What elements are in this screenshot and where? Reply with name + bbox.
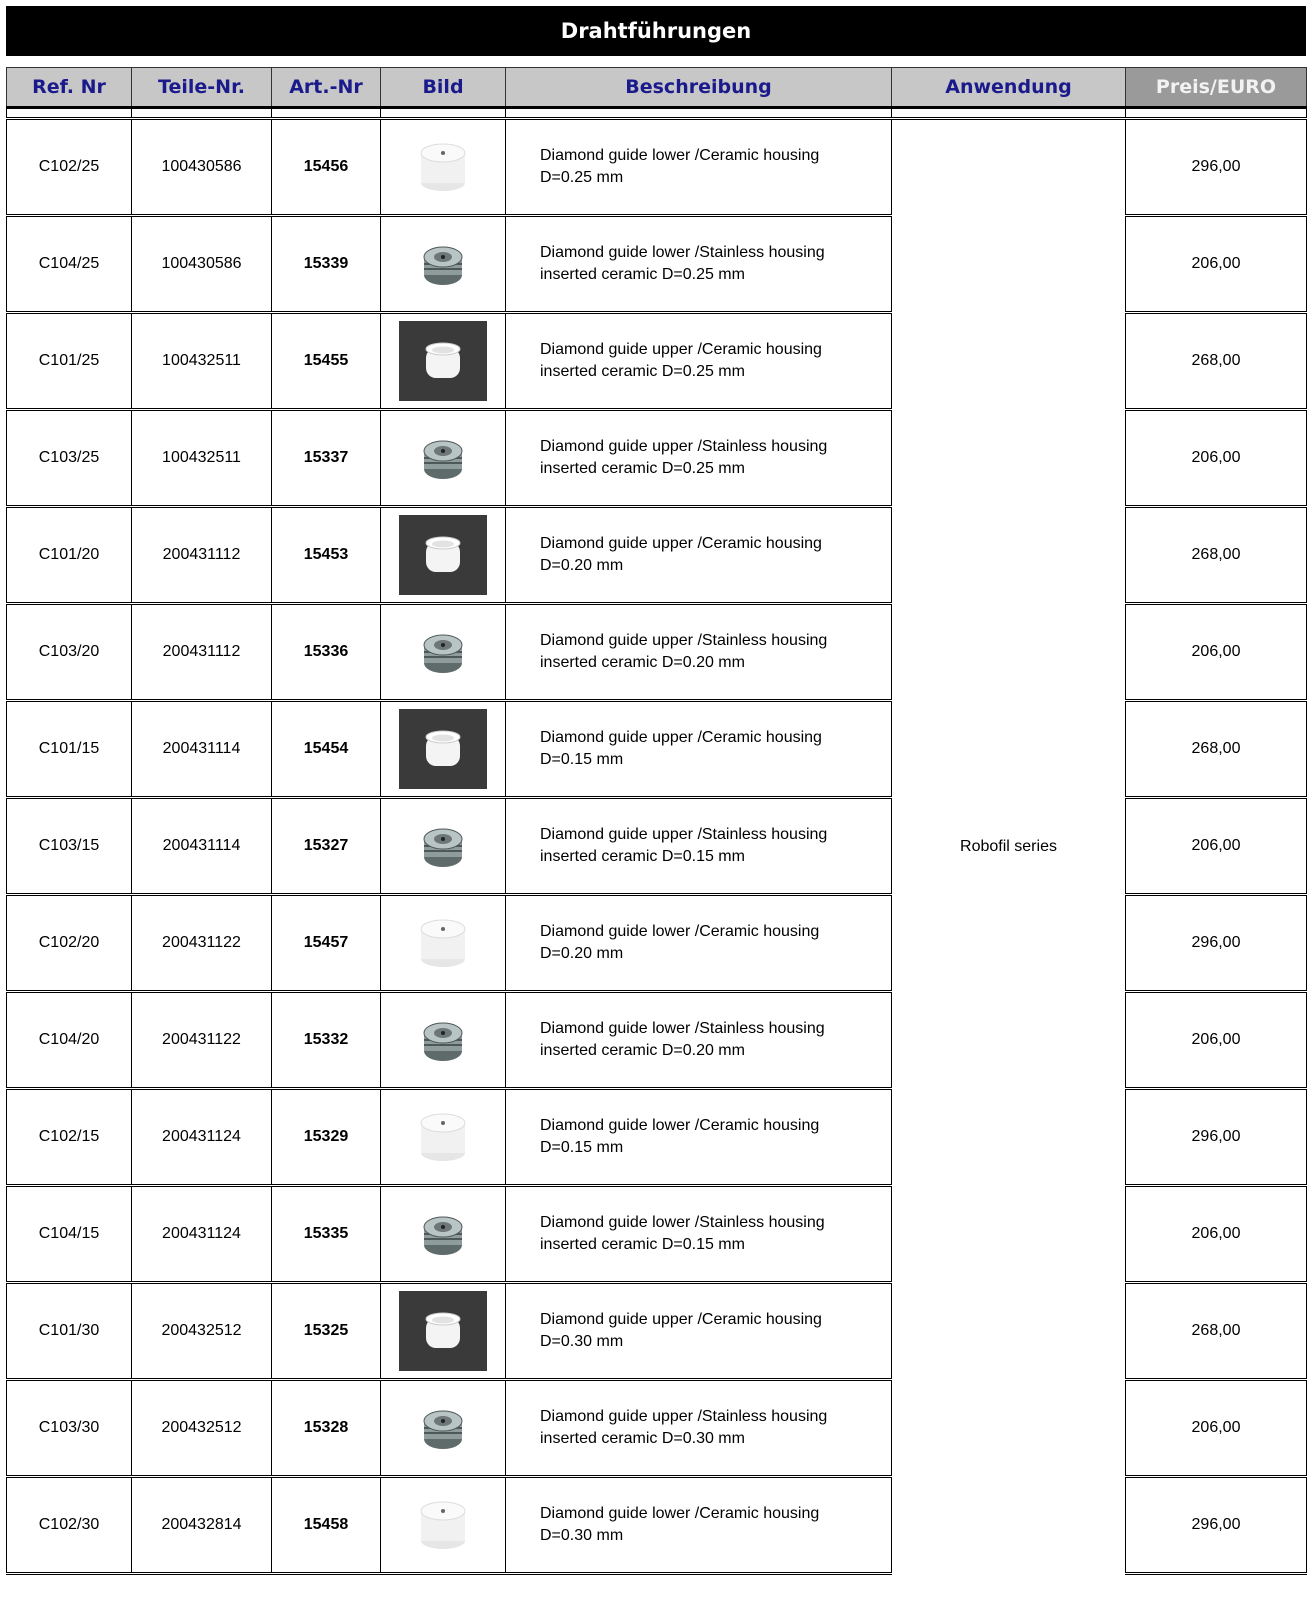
- art-cell: 15335: [272, 1186, 381, 1283]
- description-line-2: D=0.20 mm: [540, 557, 624, 574]
- price-cell: 206,00: [1126, 992, 1307, 1089]
- description-line-2: D=0.15 mm: [540, 1139, 624, 1156]
- ref-cell: C102/20: [7, 895, 132, 992]
- price-cell: 206,00: [1126, 1186, 1307, 1283]
- description-line-1: Diamond guide upper /Ceramic housing: [540, 341, 822, 358]
- price-cell: 268,00: [1126, 313, 1307, 410]
- teile-cell: 200432814: [132, 1477, 272, 1574]
- description-line-1: Diamond guide upper /Stainless housing: [540, 632, 828, 649]
- ref-cell: C103/25: [7, 410, 132, 507]
- teile-cell: 100430586: [132, 216, 272, 313]
- image-cell: [381, 1089, 506, 1186]
- ref-cell: C104/20: [7, 992, 132, 1089]
- art-cell: 15339: [272, 216, 381, 313]
- description-cell: [506, 1477, 892, 1574]
- art-cell: 15455: [272, 313, 381, 410]
- ref-cell: C103/20: [7, 604, 132, 701]
- column-header-art: Art.-Nr: [272, 68, 381, 108]
- description-line-2: inserted ceramic D=0.20 mm: [540, 1042, 745, 1059]
- price-cell: 268,00: [1126, 701, 1307, 798]
- ref-cell: C102/25: [7, 119, 132, 216]
- description-cell: [506, 1186, 892, 1283]
- ref-cell: C104/25: [7, 216, 132, 313]
- stainless-guide-icon: [381, 625, 505, 679]
- teile-cell: 200431124: [132, 1089, 272, 1186]
- price-cell: 268,00: [1126, 507, 1307, 604]
- art-cell: 15327: [272, 798, 381, 895]
- description-cell: [506, 701, 892, 798]
- description-line-2: inserted ceramic D=0.15 mm: [540, 848, 745, 865]
- column-header-anwendung: Anwendung: [892, 68, 1126, 108]
- description-line-1: Diamond guide upper /Ceramic housing: [540, 729, 822, 746]
- image-cell: [381, 604, 506, 701]
- white-ceramic-guide-icon: [381, 1495, 505, 1555]
- description-line-1: Diamond guide lower /Ceramic housing: [540, 1117, 820, 1134]
- description-line-2: D=0.30 mm: [540, 1527, 624, 1544]
- description-line-2: inserted ceramic D=0.15 mm: [540, 1236, 745, 1253]
- art-cell: 15457: [272, 895, 381, 992]
- description-line-1: Diamond guide lower /Stainless housing: [540, 1020, 825, 1037]
- description-line-1: Diamond guide upper /Ceramic housing: [540, 535, 822, 552]
- art-cell: 15337: [272, 410, 381, 507]
- art-cell: 15329: [272, 1089, 381, 1186]
- price-cell: 296,00: [1126, 119, 1307, 216]
- description-line-2: D=0.15 mm: [540, 751, 624, 768]
- teile-cell: 200431112: [132, 507, 272, 604]
- art-cell: 15456: [272, 119, 381, 216]
- ceramic-cup-dark-icon: [381, 1291, 505, 1371]
- teile-cell: 200432512: [132, 1380, 272, 1477]
- image-cell: [381, 216, 506, 313]
- page-title: Drahtführungen: [6, 6, 1306, 56]
- teile-cell: 200431122: [132, 895, 272, 992]
- stainless-guide-icon: [381, 431, 505, 485]
- anwendung-cell: Robofil series: [892, 119, 1126, 1574]
- description-line-1: Diamond guide upper /Stainless housing: [540, 1408, 828, 1425]
- column-header-bild: Bild: [381, 68, 506, 108]
- teile-cell: 200431124: [132, 1186, 272, 1283]
- image-cell: [381, 507, 506, 604]
- price-cell: 206,00: [1126, 410, 1307, 507]
- price-cell: 296,00: [1126, 895, 1307, 992]
- description-line-1: Diamond guide upper /Stainless housing: [540, 438, 828, 455]
- ref-cell: C104/15: [7, 1186, 132, 1283]
- teile-cell: 200431114: [132, 798, 272, 895]
- art-cell: 15453: [272, 507, 381, 604]
- image-cell: [381, 1186, 506, 1283]
- description-line-2: inserted ceramic D=0.25 mm: [540, 266, 745, 283]
- price-cell: 206,00: [1126, 216, 1307, 313]
- description-line-1: Diamond guide lower /Stainless housing: [540, 1214, 825, 1231]
- price-cell: 268,00: [1126, 1283, 1307, 1380]
- description-line-2: inserted ceramic D=0.25 mm: [540, 460, 745, 477]
- stainless-guide-icon: [381, 1401, 505, 1455]
- description-line-1: Diamond guide lower /Stainless housing: [540, 244, 825, 261]
- image-cell: [381, 992, 506, 1089]
- product-table: [6, 67, 1307, 1575]
- teile-cell: 100430586: [132, 119, 272, 216]
- ceramic-cup-dark-icon: [381, 515, 505, 595]
- description-line-1: Diamond guide upper /Stainless housing: [540, 826, 828, 843]
- ref-cell: C102/30: [7, 1477, 132, 1574]
- column-header-teile: Teile-Nr.: [132, 68, 272, 108]
- price-cell: 296,00: [1126, 1477, 1307, 1574]
- stainless-guide-icon: [381, 819, 505, 873]
- column-header-ref: Ref. Nr: [7, 68, 132, 108]
- description-cell: [506, 1380, 892, 1477]
- price-cell: 206,00: [1126, 604, 1307, 701]
- column-header-beschreibung: Beschreibung: [506, 68, 892, 108]
- image-cell: [381, 1477, 506, 1574]
- table-row: [7, 119, 1307, 216]
- white-ceramic-guide-icon: [381, 913, 505, 973]
- teile-cell: 200432512: [132, 1283, 272, 1380]
- image-cell: [381, 119, 506, 216]
- description-line-1: Diamond guide lower /Ceramic housing: [540, 923, 820, 940]
- image-cell: [381, 798, 506, 895]
- image-cell: [381, 895, 506, 992]
- description-cell: [506, 507, 892, 604]
- art-cell: 15458: [272, 1477, 381, 1574]
- ceramic-cup-dark-icon: [381, 321, 505, 401]
- teile-cell: 100432511: [132, 410, 272, 507]
- description-cell: [506, 313, 892, 410]
- description-cell: [506, 119, 892, 216]
- ceramic-cup-dark-icon: [381, 709, 505, 789]
- image-cell: [381, 1380, 506, 1477]
- teile-cell: 200431114: [132, 701, 272, 798]
- ref-cell: C102/15: [7, 1089, 132, 1186]
- stainless-guide-icon: [381, 237, 505, 291]
- price-cell: 206,00: [1126, 798, 1307, 895]
- ref-cell: C101/15: [7, 701, 132, 798]
- stainless-guide-icon: [381, 1207, 505, 1261]
- white-ceramic-guide-icon: [381, 137, 505, 197]
- art-cell: 15332: [272, 992, 381, 1089]
- ref-cell: C101/20: [7, 507, 132, 604]
- description-cell: [506, 798, 892, 895]
- description-line-1: Diamond guide upper /Ceramic housing: [540, 1311, 822, 1328]
- ref-cell: C101/30: [7, 1283, 132, 1380]
- ref-cell: C103/15: [7, 798, 132, 895]
- description-cell: [506, 410, 892, 507]
- column-header-preis: Preis/EURO: [1126, 68, 1307, 108]
- art-cell: 15454: [272, 701, 381, 798]
- description-line-2: D=0.30 mm: [540, 1333, 624, 1350]
- white-ceramic-guide-icon: [381, 1107, 505, 1167]
- description-line-2: inserted ceramic D=0.20 mm: [540, 654, 745, 671]
- description-cell: [506, 992, 892, 1089]
- description-line-1: Diamond guide lower /Ceramic housing: [540, 147, 820, 164]
- teile-cell: 200431112: [132, 604, 272, 701]
- image-cell: [381, 410, 506, 507]
- art-cell: 15328: [272, 1380, 381, 1477]
- description-line-2: inserted ceramic D=0.25 mm: [540, 363, 745, 380]
- ref-cell: C103/30: [7, 1380, 132, 1477]
- description-cell: [506, 1283, 892, 1380]
- teile-cell: 100432511: [132, 313, 272, 410]
- description-cell: [506, 604, 892, 701]
- description-line-2: D=0.20 mm: [540, 945, 624, 962]
- image-cell: [381, 701, 506, 798]
- description-line-1: Diamond guide lower /Ceramic housing: [540, 1505, 820, 1522]
- description-cell: [506, 216, 892, 313]
- description-line-2: D=0.25 mm: [540, 169, 624, 186]
- price-cell: 206,00: [1126, 1380, 1307, 1477]
- header-spacer: [7, 108, 1307, 119]
- image-cell: [381, 1283, 506, 1380]
- description-cell: [506, 895, 892, 992]
- art-cell: 15325: [272, 1283, 381, 1380]
- stainless-guide-icon: [381, 1013, 505, 1067]
- description-line-2: inserted ceramic D=0.30 mm: [540, 1430, 745, 1447]
- table-header-row: [7, 68, 1307, 108]
- image-cell: [381, 313, 506, 410]
- art-cell: 15336: [272, 604, 381, 701]
- description-cell: [506, 1089, 892, 1186]
- price-cell: 296,00: [1126, 1089, 1307, 1186]
- teile-cell: 200431122: [132, 992, 272, 1089]
- ref-cell: C101/25: [7, 313, 132, 410]
